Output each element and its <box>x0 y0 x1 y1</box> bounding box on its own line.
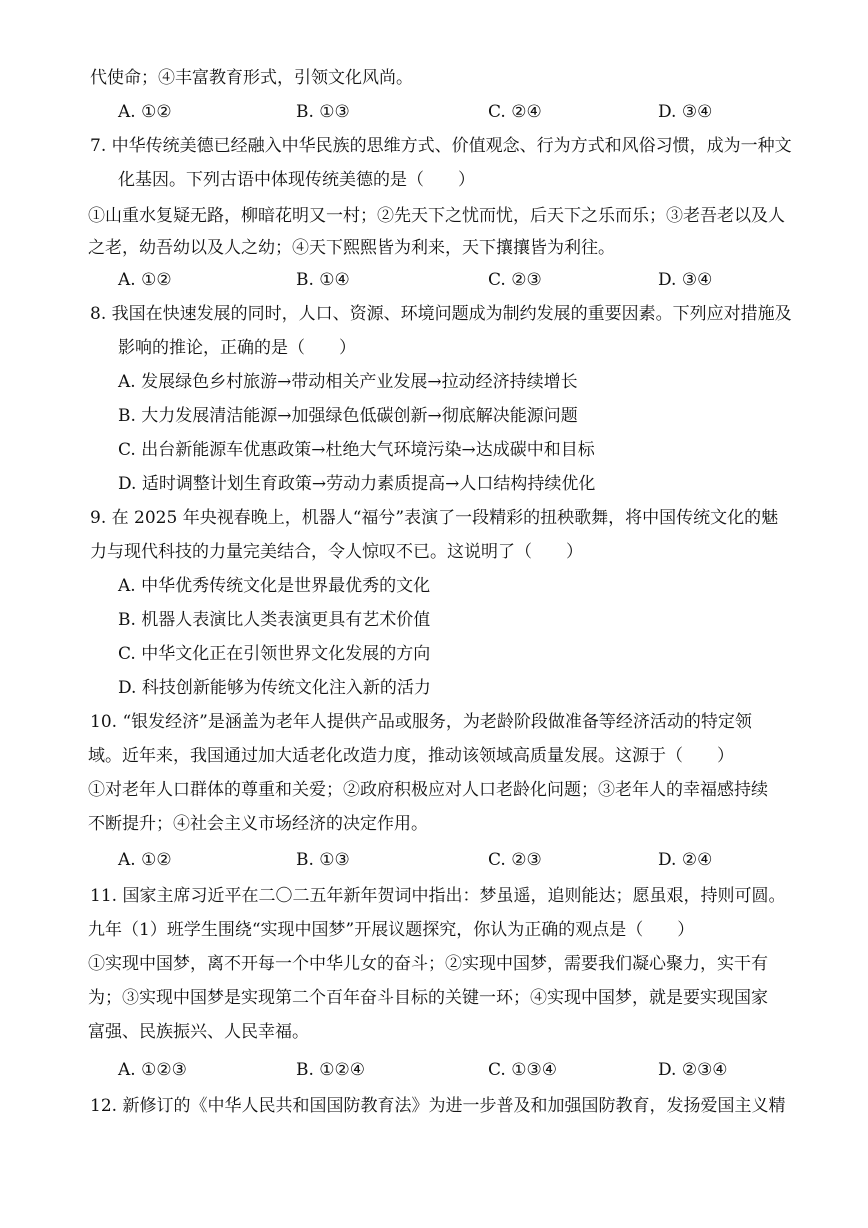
option-c: C. ②③ <box>488 270 542 290</box>
option-b: B. ①②④ <box>296 1060 366 1080</box>
q9-option-b: B. 机器人表演比人类表演更具有艺术价值 <box>118 610 431 630</box>
q11-items-line3: 富强、民族振兴、人民幸福。 <box>88 1022 309 1042</box>
option-d: D. ②③④ <box>658 1060 728 1080</box>
q7-items-line2: 之老，幼吾幼以及人之幼；④天下熙熙皆为利来，天下攘攘皆为利往。 <box>88 238 615 258</box>
q7-stem-line1: 7. 中华传统美德已经融入中华民族的思维方式、价值观念、行为方式和风俗习惯，成为一种文 <box>90 136 792 156</box>
q9-stem-line2: 力与现代科技的力量完美结合，令人惊叹不已。这说明了（ ） <box>90 542 583 562</box>
q6-continuation: 代使命；④丰富教育形式，引领文化风尚。 <box>90 68 413 88</box>
q6-options <box>118 100 758 124</box>
q11-stem-line1: 11. 国家主席习近平在二〇二五年新年贺词中指出：梦虽遥，追则能达；愿虽艰，持则可圆。 <box>90 886 786 906</box>
q8-option-c: C. 出台新能源车优惠政策→杜绝大气环境污染→达成碳中和目标 <box>118 440 595 460</box>
q8-stem-line2: 影响的推论，正确的是（ ） <box>118 338 356 358</box>
option-a: A. ①② <box>118 850 172 870</box>
option-d: D. ②④ <box>658 850 713 870</box>
q8-option-b: B. 大力发展清洁能源→加强绿色低碳创新→彻底解决能源问题 <box>118 406 578 426</box>
option-a: A. ①② <box>118 102 172 122</box>
q11-items-line1: ①实现中国梦，离不开每一个中华儿女的奋斗；②实现中国梦，需要我们凝心聚力，实干有 <box>88 954 768 974</box>
option-b: B. ①④ <box>296 270 350 290</box>
option-a: A. ①② <box>118 270 172 290</box>
q7-stem-line2: 化基因。下列古语中体现传统美德的是（ ） <box>118 170 475 190</box>
option-d: D. ③④ <box>658 102 713 122</box>
q12-stem-line1: 12. 新修订的《中华人民共和国国防教育法》为进一步普及和加强国防教育，发扬爱国主义精 <box>90 1096 786 1116</box>
option-b: B. ①③ <box>296 102 350 122</box>
option-c: C. ②③ <box>488 850 542 870</box>
option-d: D. ③④ <box>658 270 713 290</box>
q10-items-line1: ①对老年人口群体的尊重和关爱；②政府积极应对人口老龄化问题；③老年人的幸福感持续 <box>88 780 768 800</box>
q10-stem-line2: 域。近年来，我国通过加大适老化改造力度，推动该领域高质量发展。这源于（ ） <box>88 746 734 766</box>
q11-options <box>118 1058 758 1082</box>
option-c: C. ②④ <box>488 102 542 122</box>
option-a: A. ①②③ <box>118 1060 187 1080</box>
q9-option-d: D. 科技创新能够为传统文化注入新的活力 <box>118 678 431 698</box>
option-c: C. ①③④ <box>488 1060 557 1080</box>
q8-option-d: D. 适时调整计划生育政策→劳动力素质提高→人口结构持续优化 <box>118 474 596 494</box>
q9-option-c: C. 中华文化正在引领世界文化发展的方向 <box>118 644 431 664</box>
q10-stem-line1: 10. “银发经济”是涵盖为老年人提供产品或服务，为老龄阶段做准备等经济活动的特定领 <box>90 712 752 732</box>
q7-items-line1: ①山重水复疑无路，柳暗花明又一村；②先天下之忧而忧，后天下之乐而乐；③老吾老以及人 <box>88 206 785 226</box>
q8-option-a: A. 发展绿色乡村旅游→带动相关产业发展→拉动经济持续增长 <box>118 372 578 392</box>
q7-options <box>118 268 758 292</box>
q9-option-a: A. 中华优秀传统文化是世界最优秀的文化 <box>118 576 431 596</box>
q10-options <box>118 848 758 872</box>
q8-stem-line1: 8. 我国在快速发展的同时，人口、资源、环境问题成为制约发展的重要因素。下列应对措施及 <box>90 304 792 324</box>
q11-stem-line2: 九年（1）班学生围绕“实现中国梦”开展议题探究，你认为正确的观点是（ ） <box>88 920 695 940</box>
q9-stem-line1: 9. 在 2025 年央视春晚上，机器人“福兮”表演了一段精彩的扭秧歌舞，将中国传统文化的魅 <box>90 508 779 528</box>
option-b: B. ①③ <box>296 850 350 870</box>
q10-items-line2: 不断提升；④社会主义市场经济的决定作用。 <box>88 814 428 834</box>
q11-items-line2: 为；③实现中国梦是实现第二个百年奋斗目标的关键一环；④实现中国梦，就是要实现国家 <box>88 988 768 1008</box>
